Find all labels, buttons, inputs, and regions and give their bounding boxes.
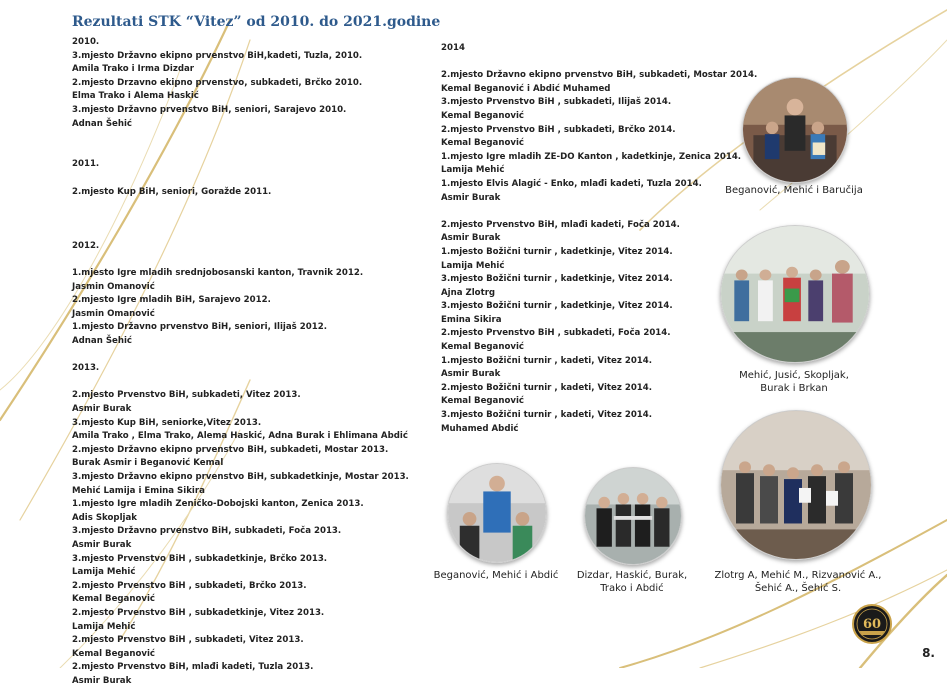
result-line: 3.mjesto Državno ekipno prvenstvo BiH,kadeti, Tuzla, 2010. (72, 50, 363, 61)
result-line: 2.mjesto Državno ekipno prvenstvo BiH, subkadeti, Mostar 2013. (72, 444, 389, 455)
result-line: 3.mjesto Državno ekipno prvenstvo BiH, subkadetkinje, Mostar 2013. (72, 472, 409, 482)
photo-4-caption-line1: Dizdar, Haskić, Burak, (576, 570, 688, 581)
result-line: Kemal Beganović (441, 138, 525, 149)
photo-5-caption (700, 569, 896, 595)
result-line: Lamija Mehić (72, 621, 136, 632)
result-line: 3.mjesto Prvenstvo BiH , subkadetkinje, Brčko 2013. (72, 553, 328, 564)
result-line: 2012. (72, 240, 100, 251)
result-line: 1.mjesto Državno prvenstvo BiH, seniori, Ilijaš 2012. (72, 322, 327, 333)
result-line: 1.mjesto Igre mladih Zeničko-Dobojski kanton, Zenica 2013. (72, 499, 364, 510)
result-line: 2.mjesto Božični turnir , kadeti, Vitez 2014. (441, 382, 653, 393)
result-line: 1.mjesto Igre mladih ZE-DO Kanton , kadetkinje, Zenica 2014. (441, 151, 742, 162)
result-line: 2.mjesto Igre mladih BiH, Sarajevo 2012. (72, 295, 271, 306)
spacer (441, 205, 761, 219)
result-line: 2.mjesto Prvenstvo BiH, subkadeti, Vitez 2013. (72, 390, 301, 401)
result-line: Adnan Šehić (72, 118, 133, 129)
result-line: Kemal Beganović (72, 594, 156, 605)
photo-3-caption: Beganović, Mehić i Abdić (433, 570, 559, 581)
spacer (72, 213, 412, 227)
page-number: 8. (922, 646, 935, 660)
page-title: Rezultati STK “Vitez” od 2010. do 2021.godine (72, 14, 441, 30)
photo-2-caption (712, 369, 876, 395)
badge-number: 60 (862, 617, 882, 632)
result-line: 3.mjesto Božični turnir , kadetkinje, Vitez 2014. (441, 301, 673, 312)
team-photo-4 (584, 467, 682, 565)
result-line: Lamija Mehić (441, 260, 505, 271)
result-line: 2.mjesto Prvenstvo BiH , subkadetkinje, Vitez 2013. (72, 607, 325, 618)
result-line: 2010. (72, 37, 100, 47)
result-line: 2.mjesto Prvenstvo BiH, mlađi kadeti, Tuzla 2013. (72, 662, 314, 673)
photo-4-caption (560, 569, 704, 595)
anniversary-badge-icon (852, 604, 892, 644)
result-line: Kemal Beganović i Abdić Muhamed (441, 83, 611, 94)
result-line: 2.mjesto Prvenstvo BiH , subkadeti, Brčko 2014. (441, 124, 676, 135)
photo-1-caption: Beganović, Mehić i Baručija (725, 185, 863, 196)
result-line: Kemal Beganović (72, 648, 156, 659)
result-line: Asmir Burak (441, 369, 501, 380)
result-line: Amila Trako , Elma Trako, Alema Haskić, Adna Burak i Ehlimana Abdić (72, 431, 408, 442)
result-line: Kemal Beganović (441, 396, 525, 407)
result-line: 2014 (441, 43, 465, 53)
result-line: Lamija Mehić (72, 567, 136, 578)
result-line: Asmir Burak (72, 675, 132, 686)
result-line: Adis Skopljak (72, 512, 137, 523)
result-line: Amila Trako i Irma Dizdar (72, 64, 195, 75)
result-line: Jasmin Omanović (72, 281, 155, 292)
result-line: 2013. (72, 363, 100, 374)
result-line: 3.mjesto Državno prvenstvo BiH, seniori, Sarajevo 2010. (72, 104, 347, 115)
spacer (72, 145, 412, 159)
result-line: Muhamed Abdić (441, 423, 519, 434)
result-line: Asmir Burak (72, 539, 132, 550)
spacer (72, 254, 412, 268)
results-left-column (72, 36, 412, 689)
photo-2-caption-line1: Mehić, Jusić, Skopljak, (739, 370, 849, 381)
result-line: 3.mjesto Božični turnir , kadeti, Vitez 2014. (441, 410, 653, 421)
result-line: 2.mjesto Drzavno ekipno prvenstvo, subkadeti, Brčko 2010. (72, 77, 363, 88)
result-line: Emina Sikira (441, 314, 502, 325)
result-line: 1.mjesto Igre mladih srednjobosanski kanton, Travnik 2012. (72, 268, 364, 279)
result-line: Kemal Beganović (441, 110, 525, 121)
result-line: Kemal Beganović (441, 342, 525, 353)
result-line: 2011. (72, 159, 100, 170)
spacer (72, 376, 412, 390)
photo-5-caption-line1: Zlotrg A, Mehić M., Rizvanović A., (714, 570, 882, 581)
result-line: Lamija Mehić (441, 165, 505, 176)
result-line: Mehić Lamija i Emina Sikira (72, 485, 205, 496)
result-line: Elma Trako i Alema Haskić (72, 91, 199, 102)
result-line: 2.mjesto Prvenstvo BiH , subkadeti, Foča 2014. (441, 328, 671, 339)
spacer (72, 172, 412, 186)
result-line: 2.mjesto Kup BiH, seniori, Goražde 2011. (72, 186, 272, 197)
result-line: Asmir Burak (441, 192, 501, 203)
result-line: 1.mjesto Božični turnir , kadetkinje, Vitez 2014. (441, 246, 673, 257)
spacer (72, 349, 412, 363)
result-line: 3.mjesto Kup BiH, seniorke,Vitez 2013. (72, 417, 262, 428)
result-line: 1.mjesto Elvis Alagić - Enko, mlađi kadeti, Tuzla 2014. (441, 178, 702, 189)
result-line: Asmir Burak (441, 233, 501, 244)
result-line: 2.mjesto Prvenstvo BiH , subkadeti, Vitez 2013. (72, 635, 304, 646)
photo-2-caption-line2: Burak i Brkan (760, 383, 828, 394)
result-line: 2.mjesto Prvenstvo BiH, mlađi kadeti, Foča 2014. (441, 219, 680, 230)
result-line: Jasmin Omanović (72, 308, 155, 319)
team-photo-2 (720, 225, 870, 363)
team-photo-3 (447, 463, 547, 563)
result-line: 2.mjesto Državno ekipno prvenstvo BiH, subkadeti, Mostar 2014. (441, 70, 758, 81)
team-photo-1 (742, 77, 848, 183)
spacer (72, 199, 412, 213)
result-line: Ajna Zlotrg (441, 287, 496, 298)
photo-4-caption-line2: Trako i Abdić (600, 583, 664, 594)
result-line: 3.mjesto Božični turnir , kadetkinje, Vitez 2014. (441, 274, 673, 285)
result-line: 1.mjesto Božični turnir , kadeti, Vitez 2014. (441, 355, 653, 366)
spacer (72, 131, 412, 145)
result-line: Asmir Burak (72, 404, 132, 415)
spacer (441, 56, 761, 70)
team-photo-5 (720, 410, 872, 560)
result-line: Adnan Šehić (72, 336, 133, 347)
result-line: 2.mjesto Prvenstvo BiH , subkadeti, Brčko 2013. (72, 580, 307, 591)
photo-5-caption-line2: Šehić A., Šehić S. (754, 583, 842, 594)
spacer (72, 226, 412, 240)
result-line: 3.mjesto Državno prvenstvo BiH, subkadeti, Foča 2013. (72, 526, 342, 537)
result-line: Burak Asmir i Beganović Kemal (72, 458, 224, 469)
result-line: 3.mjesto Prvenstvo BiH , subkadeti, Ilijaš 2014. (441, 97, 672, 108)
